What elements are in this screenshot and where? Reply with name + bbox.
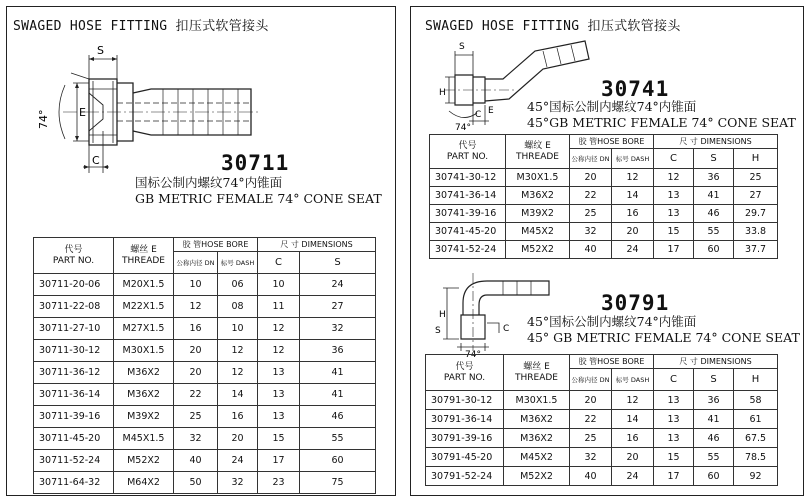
col-s-header: S [300, 252, 376, 274]
table-cell: 13 [654, 429, 694, 448]
table-cell: 41 [300, 362, 376, 384]
table-row [34, 318, 376, 340]
part-number-cell: 30791-52-24 [426, 467, 504, 486]
table-cell: 36 [694, 391, 734, 410]
table-cell: M52X2 [506, 241, 570, 259]
table-cell: 17 [258, 450, 300, 472]
table-cell: 13 [654, 187, 694, 205]
table-row [34, 406, 376, 428]
table-cell: 22 [570, 187, 612, 205]
table-cell: 40 [570, 241, 612, 259]
table-cell: 14 [612, 187, 654, 205]
table-cell: 16 [612, 429, 654, 448]
table-cell: M22X1.5 [114, 296, 174, 318]
table-cell: 24 [300, 274, 376, 296]
col-part-header: 代号 PART NO. [34, 238, 114, 274]
col-dims-header: 尺 寸 DIMENSIONS [654, 355, 778, 369]
table-cell: 25 [570, 429, 612, 448]
table-row [34, 384, 376, 406]
table-cell: 20 [570, 169, 612, 187]
table-cell: 22 [570, 410, 612, 429]
catalog-panel-30741-30791 [410, 6, 804, 496]
part-number-cell: 30741-30-12 [430, 169, 506, 187]
col-dash-header: 标号 DASH [612, 149, 654, 169]
table-row [34, 274, 376, 296]
spec-table-30741 [429, 134, 778, 259]
table-cell: 40 [174, 450, 218, 472]
subtitle-cn-30791: 45°国标公制内螺纹74°内锥面 [527, 314, 697, 329]
table-cell: 20 [218, 428, 258, 450]
table-cell: 13 [654, 205, 694, 223]
part-number-cell: 30711-36-14 [34, 384, 114, 406]
table-cell: 46 [694, 429, 734, 448]
panel-header: SWAGED HOSE FITTING 扣压式软管接头 [425, 19, 681, 34]
subtitle-en: GB METRIC FEMALE 74° CONE SEAT [135, 191, 382, 206]
table-cell: M52X2 [504, 467, 570, 486]
col-dims-header: 尺 寸 DIMENSIONS [258, 238, 376, 252]
table-cell: 12 [174, 296, 218, 318]
table-cell: 32 [300, 318, 376, 340]
subtitle-cn: 国标公制内螺纹74°内锥面 [135, 175, 283, 190]
part-code-30791: 30791 [601, 291, 670, 315]
table-cell: 75 [300, 472, 376, 494]
part-number-cell: 30711-45-20 [34, 428, 114, 450]
col-dn-header: 公称内径 DN [174, 252, 218, 274]
table-cell: 12 [258, 340, 300, 362]
col-c-header: C [654, 369, 694, 391]
part-number-cell: 30711-39-16 [34, 406, 114, 428]
table-cell: 55 [300, 428, 376, 450]
table-cell: 20 [612, 448, 654, 467]
table-body [426, 391, 778, 486]
table-row [426, 410, 778, 429]
table-cell: M36X2 [504, 410, 570, 429]
table-cell: 33.8 [734, 223, 778, 241]
table-cell: 13 [654, 391, 694, 410]
table-cell: 41 [300, 384, 376, 406]
subtitle-en-30791: 45° GB METRIC FEMALE 74° CONE SEAT [527, 330, 800, 345]
dim-angle-label: 74° [37, 109, 50, 129]
table-cell: 61 [734, 410, 778, 429]
table-cell: 12 [218, 362, 258, 384]
table-cell: 46 [300, 406, 376, 428]
table-cell: 55 [694, 448, 734, 467]
col-dn-header: 公称内径 DN [570, 149, 612, 169]
part-number-cell: 30711-52-24 [34, 450, 114, 472]
table-cell: 10 [174, 274, 218, 296]
table-cell: 29.7 [734, 205, 778, 223]
table-row [430, 169, 778, 187]
table-cell: 22 [174, 384, 218, 406]
table-row [34, 450, 376, 472]
part-number-cell: 30791-36-14 [426, 410, 504, 429]
col-c-header: C [654, 149, 694, 169]
table-cell: M36X2 [114, 362, 174, 384]
table-cell: 25 [734, 169, 778, 187]
col-s-header: S [694, 369, 734, 391]
subtitle-cn-30741: 45°国标公制内螺纹74°内锥面 [527, 99, 697, 114]
table-cell: 32 [570, 448, 612, 467]
table-cell: 17 [654, 467, 694, 486]
table-cell: M45X2 [504, 448, 570, 467]
table-cell: 24 [612, 241, 654, 259]
table-cell: 11 [258, 296, 300, 318]
part-number-cell: 30741-52-24 [430, 241, 506, 259]
table-cell: M30X1.5 [114, 340, 174, 362]
table-body [34, 274, 376, 494]
part-code: 30711 [221, 151, 290, 175]
table-cell: 12 [612, 391, 654, 410]
table-cell: 16 [218, 406, 258, 428]
table-cell: 27 [734, 187, 778, 205]
part-number-cell: 30711-30-12 [34, 340, 114, 362]
table-row [34, 472, 376, 494]
table-cell: M30X1.5 [506, 169, 570, 187]
table-cell: M30X1.5 [504, 391, 570, 410]
table-cell: 55 [694, 223, 734, 241]
spec-table-30791 [425, 354, 778, 486]
table-cell: 60 [300, 450, 376, 472]
panel-header: SWAGED HOSE FITTING 扣压式软管接头 [13, 19, 269, 34]
table-cell: 78.5 [734, 448, 778, 467]
table-cell: 17 [654, 241, 694, 259]
col-h-header: H [734, 149, 778, 169]
table-cell: 50 [174, 472, 218, 494]
part-number-cell: 30711-22-08 [34, 296, 114, 318]
table-row [430, 223, 778, 241]
table-cell: 12 [612, 169, 654, 187]
part-number-cell: 30791-45-20 [426, 448, 504, 467]
table-cell: 24 [218, 450, 258, 472]
dim-e-label: E [79, 106, 86, 119]
table-cell: M45X1.5 [114, 428, 174, 450]
table-cell: 32 [174, 428, 218, 450]
part-number-cell: 30741-36-14 [430, 187, 506, 205]
table-row [34, 428, 376, 450]
dim-s-label: S [97, 44, 104, 57]
col-bore-header: 胶 管HOSE BORE [570, 135, 654, 149]
table-cell: 23 [258, 472, 300, 494]
col-dash-header: 标号 DASH [218, 252, 258, 274]
table-row [430, 205, 778, 223]
table-cell: M27X1.5 [114, 318, 174, 340]
table-cell: 27 [300, 296, 376, 318]
col-part-header: 代号 PART NO. [426, 355, 504, 391]
table-row [426, 448, 778, 467]
dim-angle-label: 74° [465, 350, 481, 360]
table-cell: 46 [694, 205, 734, 223]
table-cell: 41 [694, 187, 734, 205]
table-cell: 12 [218, 340, 258, 362]
dim-c-label: C [475, 110, 482, 120]
table-cell: 16 [612, 205, 654, 223]
table-cell: M45X2 [506, 223, 570, 241]
table-cell: 15 [654, 448, 694, 467]
part-number-cell: 30791-39-16 [426, 429, 504, 448]
table-cell: M64X2 [114, 472, 174, 494]
col-thread-header: 螺纹 E THREADE [506, 135, 570, 169]
table-row [426, 429, 778, 448]
table-cell: 25 [174, 406, 218, 428]
table-cell: 41 [694, 410, 734, 429]
table-cell: 32 [218, 472, 258, 494]
table-cell: M52X2 [114, 450, 174, 472]
table-cell: 13 [258, 384, 300, 406]
table-cell: 06 [218, 274, 258, 296]
table-row [34, 340, 376, 362]
table-row [426, 391, 778, 410]
part-number-cell: 30711-64-32 [34, 472, 114, 494]
dim-c-label: C [503, 324, 510, 334]
table-cell: 20 [174, 362, 218, 384]
col-thread-header: 螺丝 E THREADE [504, 355, 570, 391]
table-cell: 12 [258, 318, 300, 340]
spec-table-30711 [33, 237, 376, 494]
table-cell: 15 [258, 428, 300, 450]
col-s-header: S [694, 149, 734, 169]
part-number-cell: 30711-20-06 [34, 274, 114, 296]
col-bore-header: 胶 管HOSE BORE [570, 355, 654, 369]
dim-e-label: E [488, 106, 494, 116]
table-cell: 92 [734, 467, 778, 486]
dim-s-label: S [435, 326, 441, 336]
table-cell: 08 [218, 296, 258, 318]
table-cell: M36X2 [114, 384, 174, 406]
dim-c-label: C [92, 154, 100, 167]
table-cell: 20 [174, 340, 218, 362]
table-row [430, 187, 778, 205]
table-cell: M36X2 [506, 187, 570, 205]
table-cell: 20 [570, 391, 612, 410]
table-cell: 15 [654, 223, 694, 241]
table-row [34, 296, 376, 318]
table-cell: 32 [570, 223, 612, 241]
table-cell: M36X2 [504, 429, 570, 448]
table-body [430, 169, 778, 259]
part-code-30741: 30741 [601, 77, 670, 101]
table-cell: 13 [654, 410, 694, 429]
table-cell: 67.5 [734, 429, 778, 448]
table-cell: 36 [694, 169, 734, 187]
col-thread-header: 螺丝 E THREADE [114, 238, 174, 274]
subtitle-en-30741: 45°GB METRIC FEMALE 74° CONE SEAT [527, 115, 796, 130]
table-cell: M39X2 [114, 406, 174, 428]
table-cell: 14 [218, 384, 258, 406]
col-c-header: C [258, 252, 300, 274]
dim-s-label: S [459, 42, 465, 52]
table-cell: 24 [612, 467, 654, 486]
dim-h-label: H [439, 88, 446, 98]
part-number-cell: 30741-45-20 [430, 223, 506, 241]
part-number-cell: 30711-36-12 [34, 362, 114, 384]
table-row [426, 467, 778, 486]
table-cell: 16 [174, 318, 218, 340]
catalog-panel-30711 [6, 6, 396, 496]
table-cell: 12 [654, 169, 694, 187]
table-cell: M20X1.5 [114, 274, 174, 296]
part-number-cell: 30791-30-12 [426, 391, 504, 410]
table-cell: 13 [258, 362, 300, 384]
dim-angle-label: 74° [455, 123, 471, 133]
table-cell: 10 [218, 318, 258, 340]
table-cell: 20 [612, 223, 654, 241]
table-cell: 58 [734, 391, 778, 410]
table-cell: 10 [258, 274, 300, 296]
table-cell: 14 [612, 410, 654, 429]
table-cell: M39X2 [506, 205, 570, 223]
table-cell: 36 [300, 340, 376, 362]
col-dash-header: 标号 DASH [612, 369, 654, 391]
col-dims-header: 尺 寸 DIMENSIONS [654, 135, 778, 149]
part-number-cell: 30741-39-16 [430, 205, 506, 223]
table-cell: 40 [570, 467, 612, 486]
table-row [34, 362, 376, 384]
table-cell: 25 [570, 205, 612, 223]
table-cell: 13 [258, 406, 300, 428]
col-part-header: 代号 PART NO. [430, 135, 506, 169]
table-cell: 37.7 [734, 241, 778, 259]
col-h-header: H [734, 369, 778, 391]
table-cell: 60 [694, 241, 734, 259]
col-dn-header: 公称内径 DN [570, 369, 612, 391]
table-row [430, 241, 778, 259]
table-cell: 60 [694, 467, 734, 486]
dim-h-label: H [439, 310, 446, 320]
part-number-cell: 30711-27-10 [34, 318, 114, 340]
col-bore-header: 胶 管HOSE BORE [174, 238, 258, 252]
